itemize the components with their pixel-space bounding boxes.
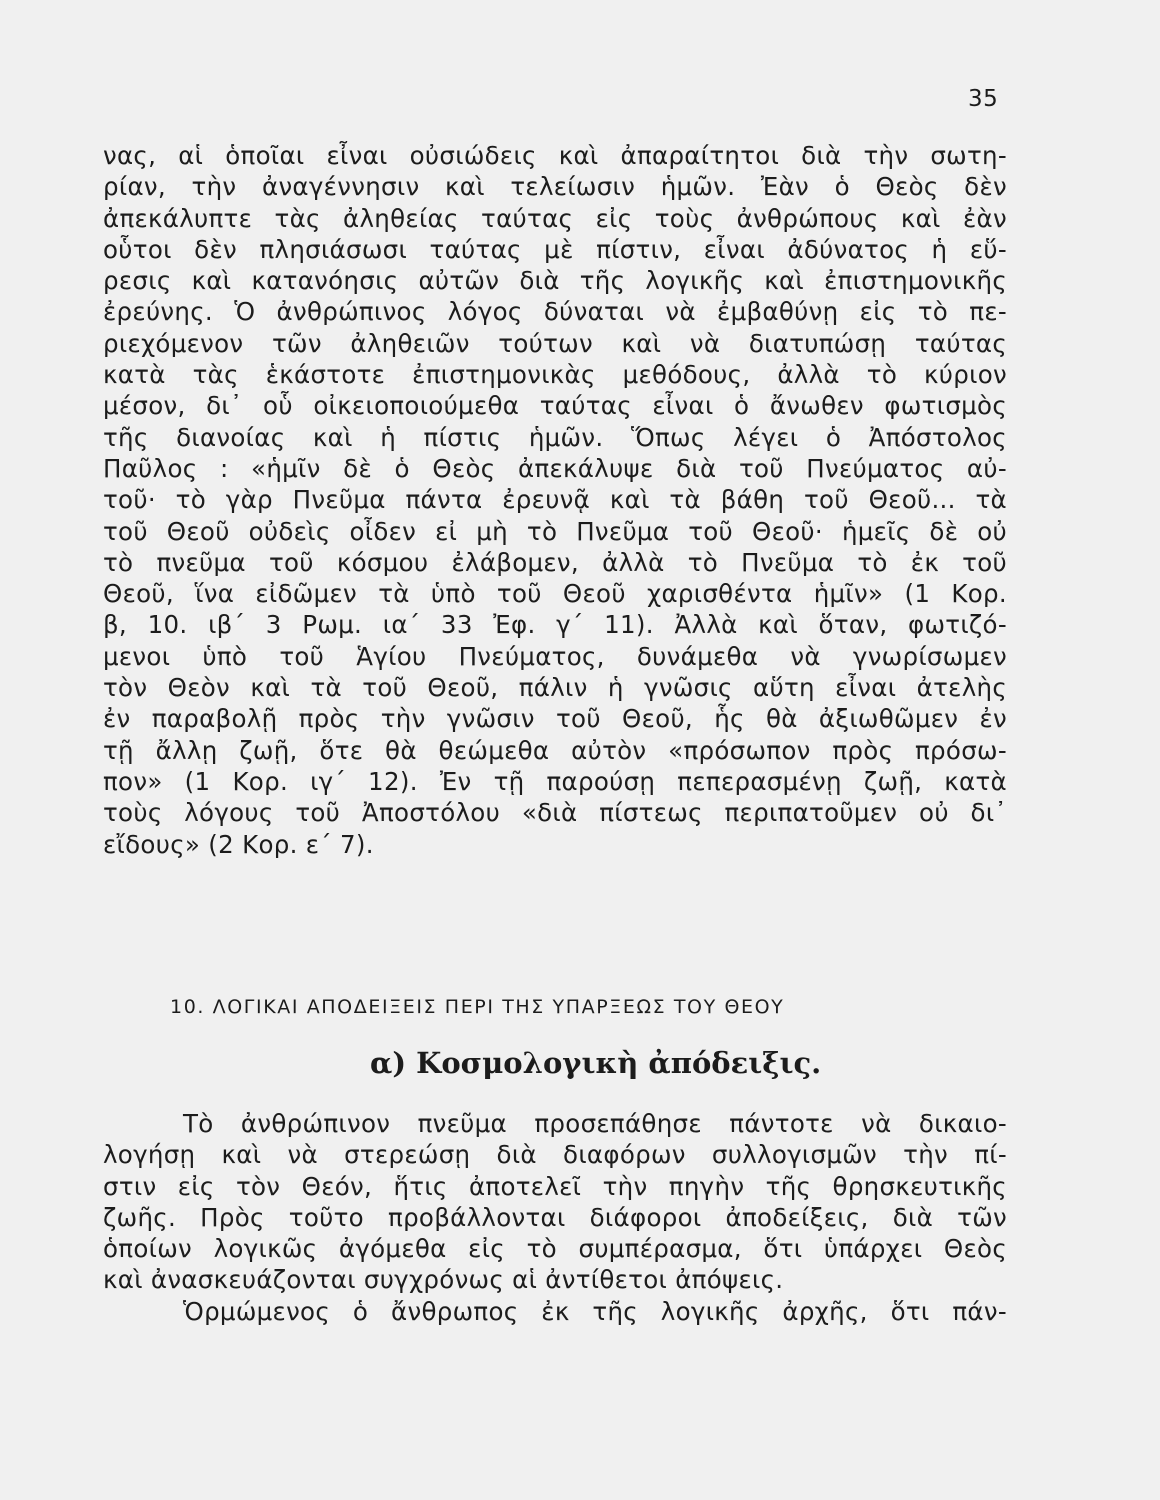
text-line: τοῦ· τὸ γὰρ Πνεῦμα πάντα ἐρευνᾷ καὶ τὰ βάθη τοῦ Θεοῦ... τὰ xyxy=(103,485,1007,515)
text-line: μέσον, δι᾿ οὗ οἰκειοποιούμεθα ταύτας εἶναι ὁ ἄνωθεν φωτισμὸς xyxy=(103,391,1007,421)
paragraph-2 xyxy=(103,1108,1007,1327)
text-line: ζωῆς. Πρὸς τοῦτο προβάλλονται διάφοροι ἀποδείξεις, διὰ τῶν xyxy=(103,1202,1007,1232)
text-line: τῇ ἄλλῃ ζωῇ, ὅτε θὰ θεώμεθα αὐτὸν «πρόσωπον πρὸς πρόσω- xyxy=(103,735,1007,765)
text-line: στιν εἰς τὸν Θεόν, ἥτις ἀποτελεῖ τὴν πηγὴν τῆς θρησκευτικῆς xyxy=(103,1171,1007,1201)
text-line: τοῦ Θεοῦ οὐδεὶς οἶδεν εἰ μὴ τὸ Πνεῦμα τοῦ Θεοῦ· ἡμεῖς δὲ οὐ xyxy=(103,516,1007,546)
text-line: Ὁρμώμενος ὁ ἄνθρωπος ἐκ τῆς λογικῆς ἀρχῆς, ὅτι πάν- xyxy=(183,1296,1007,1326)
page-number: 35 xyxy=(968,86,999,112)
sub-heading: α) Κοσμολογικὴ ἀπόδειξις. xyxy=(370,1046,822,1080)
text-line: οὗτοι δὲν πλησιάσωσι ταύτας μὲ πίστιν, εἶναι ἀδύνατος ἡ εὕ- xyxy=(103,234,1007,264)
text-line: ὁποίων λογικῶς ἀγόμεθα εἰς τὸ συμπέρασμα, ὅτι ὑπάρχει Θεὸς xyxy=(103,1234,1007,1264)
text-line: Τὸ ἀνθρώπινον πνεῦμα προσεπάθησε πάντοτε νὰ δικαιο- xyxy=(183,1109,1007,1138)
text-line: ρεσις καὶ κατανόησις αὐτῶν διὰ τῆς λογικῆς καὶ ἐπιστημονικῆς xyxy=(103,266,1007,296)
text-line: ἀπεκάλυπτε τὰς ἀληθείας ταύτας εἰς τοὺς ἀνθρώπους καὶ ἐὰν xyxy=(103,203,1007,233)
text-line: Παῦλος : «ἡμῖν δὲ ὁ Θεὸς ἀπεκάλυψε διὰ τοῦ Πνεύματος αὐ- xyxy=(103,453,1007,483)
text-line: Θεοῦ, ἵνα εἰδῶμεν τὰ ὑπὸ τοῦ Θεοῦ χαρισθέντα ἡμῖν» (1 Κορ. xyxy=(103,579,1007,609)
text-line: τὸν Θεὸν καὶ τὰ τοῦ Θεοῦ, πάλιν ἡ γνῶσις αὕτη εἶναι ἀτελὴς xyxy=(103,673,1007,703)
text-line: μενοι ὑπὸ τοῦ Ἁγίου Πνεύματος, δυνάμεθα νὰ γνωρίσωμεν xyxy=(103,641,1007,671)
text-line: ρίαν, τὴν ἀναγέννησιν καὶ τελείωσιν ἡμῶν. Ἐὰν ὁ Θεὸς δὲν xyxy=(103,172,1007,202)
text-line: β, 10. ιβ΄ 3 Ρωμ. ια΄ 33 Ἐφ. γ΄ 11). Ἀλλὰ καὶ ὅταν, φωτιζό- xyxy=(103,610,1007,640)
section-heading: 10. ΛΟΓΙΚΑΙ ΑΠΟΔΕΙΞΕΙΣ ΠΕΡΙ ΤΗΣ ΥΠΑΡΞΕΩΣ ΤΟΥ ΘΕΟΥ xyxy=(170,996,785,1018)
text-line: τῆς διανοίας καὶ ἡ πίστις ἡμῶν. Ὅπως λέγει ὁ Ἀπόστολος xyxy=(103,422,1007,452)
text-line: λογήσῃ καὶ νὰ στερεώσῃ διὰ διαφόρων συλλογισμῶν τὴν πί- xyxy=(103,1140,1007,1170)
text-line: ἐν παραβολῇ πρὸς τὴν γνῶσιν τοῦ Θεοῦ, ἧς θὰ ἀξιωθῶμεν ἐν xyxy=(103,704,1007,734)
text-line: τὸ πνεῦμα τοῦ κόσμου ἐλάβομεν, ἀλλὰ τὸ Πνεῦμα τὸ ἐκ τοῦ xyxy=(103,547,1007,577)
text-line: ριεχόμενον τῶν ἀληθειῶν τούτων καὶ νὰ διατυπώσῃ ταύτας xyxy=(103,328,1007,358)
text-line: καὶ ἀνασκευάζονται συγχρόνως αἱ ἀντίθετοι ἀπόψεις. xyxy=(103,1265,784,1295)
text-line: ἐρεύνης. Ὁ ἀνθρώπινος λόγος δύναται νὰ ἐμβαθύνῃ εἰς τὸ πε- xyxy=(103,297,1007,327)
text-line: εἴδους» (2 Κορ. ε΄ 7). xyxy=(103,829,374,859)
text-line: τοὺς λόγους τοῦ Ἀποστόλου «διὰ πίστεως περιπατοῦμεν οὐ δι᾿ xyxy=(103,798,1007,828)
text-line: κατὰ τὰς ἑκάστοτε ἐπιστημονικὰς μεθόδους, ἀλλὰ τὸ κύριον xyxy=(103,360,1007,390)
text-line: νας, αἱ ὁποῖαι εἶναι οὐσιώδεις καὶ ἀπαραίτητοι διὰ τὴν σωτη- xyxy=(103,141,1007,170)
text-line: πον» (1 Κορ. ιγ΄ 12). Ἐν τῇ παρούσῃ πεπερασμένῃ ζωῇ, κατὰ xyxy=(103,766,1007,796)
paragraph-1 xyxy=(103,140,1007,860)
